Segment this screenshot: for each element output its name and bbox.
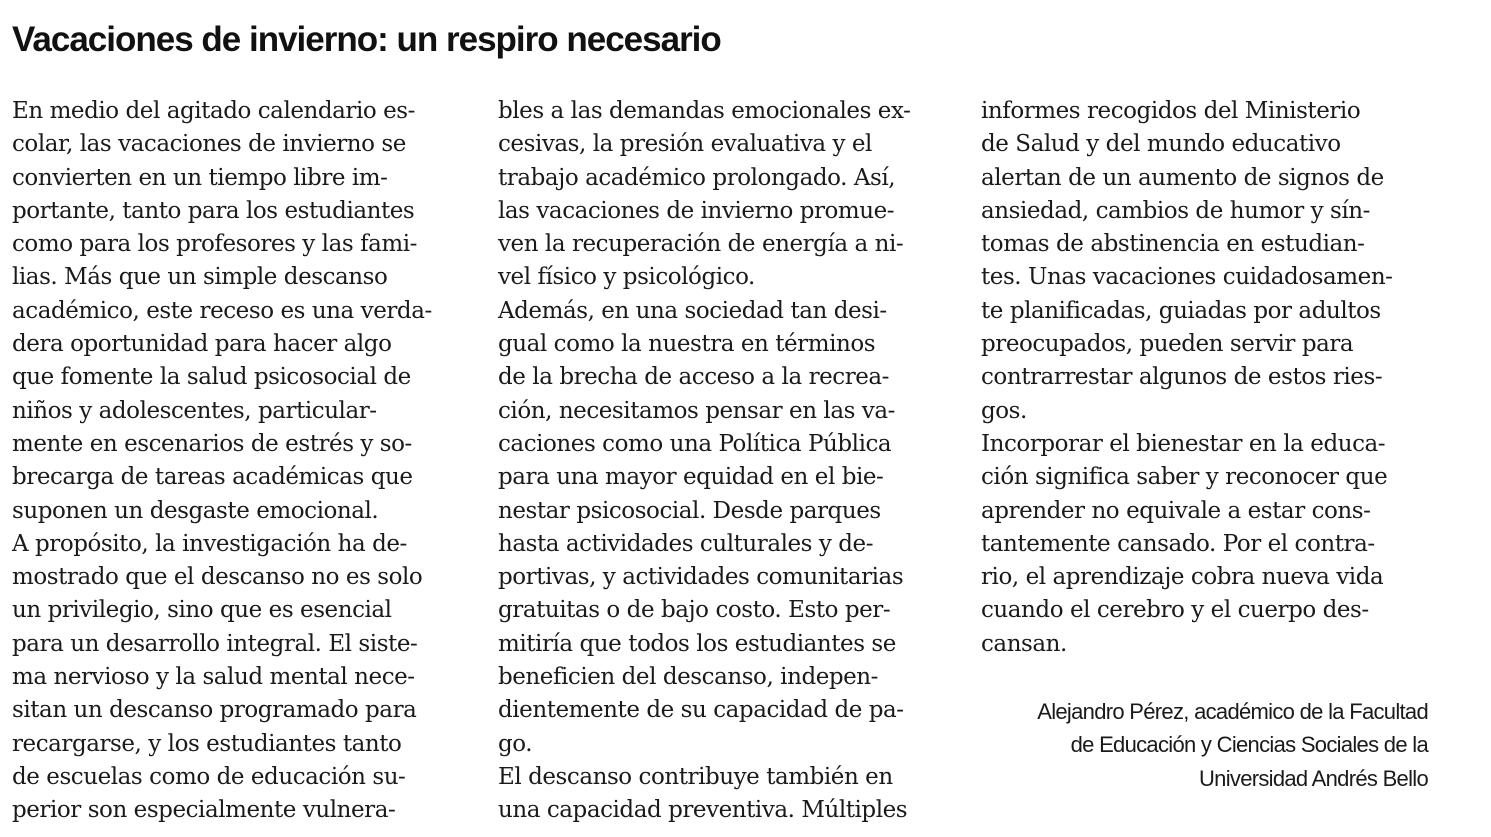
body-text-line: caciones como una Política Pública bbox=[498, 430, 892, 457]
body-text-line: perior son especialmente vulnera- bbox=[12, 797, 396, 824]
article-headline: Vacaciones de invierno: un respiro necesario bbox=[12, 20, 721, 59]
body-text-line: niños y adolescentes, particular- bbox=[12, 397, 377, 424]
body-text-line: portivas, y actividades comunitarias bbox=[498, 564, 904, 591]
article-column-2 bbox=[498, 95, 968, 828]
body-text-line: como para los profesores y las fami- bbox=[12, 231, 417, 258]
body-text-line: aprender no equivale a estar cons- bbox=[981, 497, 1371, 524]
body-text-line: Incorporar el bienestar en la educa- bbox=[981, 430, 1386, 457]
body-text-line: mitiría que todos los estudiantes se bbox=[498, 630, 896, 657]
body-text-line: ción, necesitamos pensar en las va- bbox=[498, 397, 895, 424]
body-text-line: un privilegio, sino que es esencial bbox=[12, 597, 392, 624]
body-text-line: informes recogidos del Ministerio bbox=[981, 98, 1361, 124]
body-text-line: hasta actividades culturales y de- bbox=[498, 530, 874, 557]
body-text-line: ción significa saber y reconocer que bbox=[981, 464, 1388, 491]
body-text-line: Además, en una sociedad tan desi- bbox=[498, 297, 887, 324]
body-text-line: una capacidad preventiva. Múltiples bbox=[498, 797, 908, 824]
body-text-line: trabajo académico prolongado. Así, bbox=[498, 164, 896, 191]
body-text-line: nestar psicosocial. Desde parques bbox=[498, 497, 881, 524]
byline-line: Alejandro Pérez, académico de la Facultad bbox=[1037, 699, 1428, 724]
body-text-line: sitan un descanso programado para bbox=[12, 697, 417, 724]
body-text-line: El descanso contribuye también en bbox=[498, 763, 893, 790]
body-text-line: cansan. bbox=[981, 630, 1067, 657]
body-text-line: convierten en un tiempo libre im- bbox=[12, 164, 388, 191]
body-text-line: tantemente cansado. Por el contra- bbox=[981, 530, 1375, 557]
body-text-line: lias. Más que un simple descanso bbox=[12, 264, 388, 291]
body-text-line: bles a las demandas emocionales ex- bbox=[498, 98, 911, 124]
article-column-1 bbox=[12, 95, 482, 828]
body-text-line: portante, tanto para los estudiantes bbox=[12, 197, 415, 224]
article-column-3 bbox=[981, 95, 1451, 661]
body-text-line: vel físico y psicológico. bbox=[498, 264, 755, 291]
body-text-line: las vacaciones de invierno promue- bbox=[498, 197, 895, 224]
body-text-line: de la brecha de acceso a la recrea- bbox=[498, 364, 889, 391]
body-text-line: contrarrestar algunos de estos ries- bbox=[981, 364, 1383, 391]
body-text-line: gual como la nuestra en términos bbox=[498, 331, 876, 358]
body-text-line: que fomente la salud psicosocial de bbox=[12, 364, 411, 391]
body-text-line: mente en escenarios de estrés y so- bbox=[12, 430, 412, 457]
body-text-line: para un desarrollo integral. El siste- bbox=[12, 630, 418, 657]
body-text-line: alertan de un aumento de signos de bbox=[981, 164, 1384, 191]
body-text-line: colar, las vacaciones de invierno se bbox=[12, 131, 406, 158]
body-text-line: go. bbox=[498, 730, 533, 757]
body-text-line: En medio del agitado calendario es- bbox=[12, 98, 415, 124]
body-text-line: ma nervioso y la salud mental nece- bbox=[12, 664, 415, 691]
body-text-line: académico, este receso es una verda- bbox=[12, 297, 432, 324]
body-text-line: mostrado que el descanso no es solo bbox=[12, 564, 423, 591]
body-text-line: cesivas, la presión evaluativa y el bbox=[498, 131, 872, 158]
byline-line: de Educación y Ciencias Sociales de la bbox=[1070, 732, 1428, 758]
body-text-line: brecarga de tareas académicas que bbox=[12, 464, 413, 491]
body-text-line: ven la recuperación de energía a ni- bbox=[498, 231, 904, 258]
body-text-line: tomas de abstinencia en estudian- bbox=[981, 231, 1365, 258]
body-text-line: beneficien del descanso, indepen- bbox=[498, 664, 878, 691]
author-byline bbox=[1037, 695, 1428, 795]
body-text-line: ansiedad, cambios de humor y sín- bbox=[981, 197, 1370, 224]
body-text-line: tes. Unas vacaciones cuidadosamen- bbox=[981, 264, 1393, 291]
body-text-line: gos. bbox=[981, 397, 1027, 424]
body-text-line: de Salud y del mundo educativo bbox=[981, 131, 1341, 158]
body-text-line: dera oportunidad para hacer algo bbox=[12, 331, 392, 358]
body-text-line: gratuitas o de bajo costo. Esto per- bbox=[498, 597, 891, 624]
body-text-line: para una mayor equidad en el bie- bbox=[498, 464, 884, 491]
body-text-line: te planificadas, guiadas por adultos bbox=[981, 297, 1381, 324]
body-text-line: preocupados, pueden servir para bbox=[981, 331, 1354, 358]
body-text-line: suponen un desgaste emocional. bbox=[12, 497, 379, 524]
byline-line: Universidad Andrés Bello bbox=[1198, 765, 1428, 791]
body-text-line: A propósito, la investigación ha de- bbox=[12, 530, 407, 557]
body-text-line: rio, el aprendizaje cobra nueva vida bbox=[981, 564, 1384, 591]
body-text-line: recargarse, y los estudiantes tanto bbox=[12, 730, 402, 757]
body-text-line: dientemente de su capacidad de pa- bbox=[498, 697, 904, 724]
body-text-line: cuando el cerebro y el cuerpo des- bbox=[981, 597, 1369, 624]
body-text-line: de escuelas como de educación su- bbox=[12, 763, 406, 790]
